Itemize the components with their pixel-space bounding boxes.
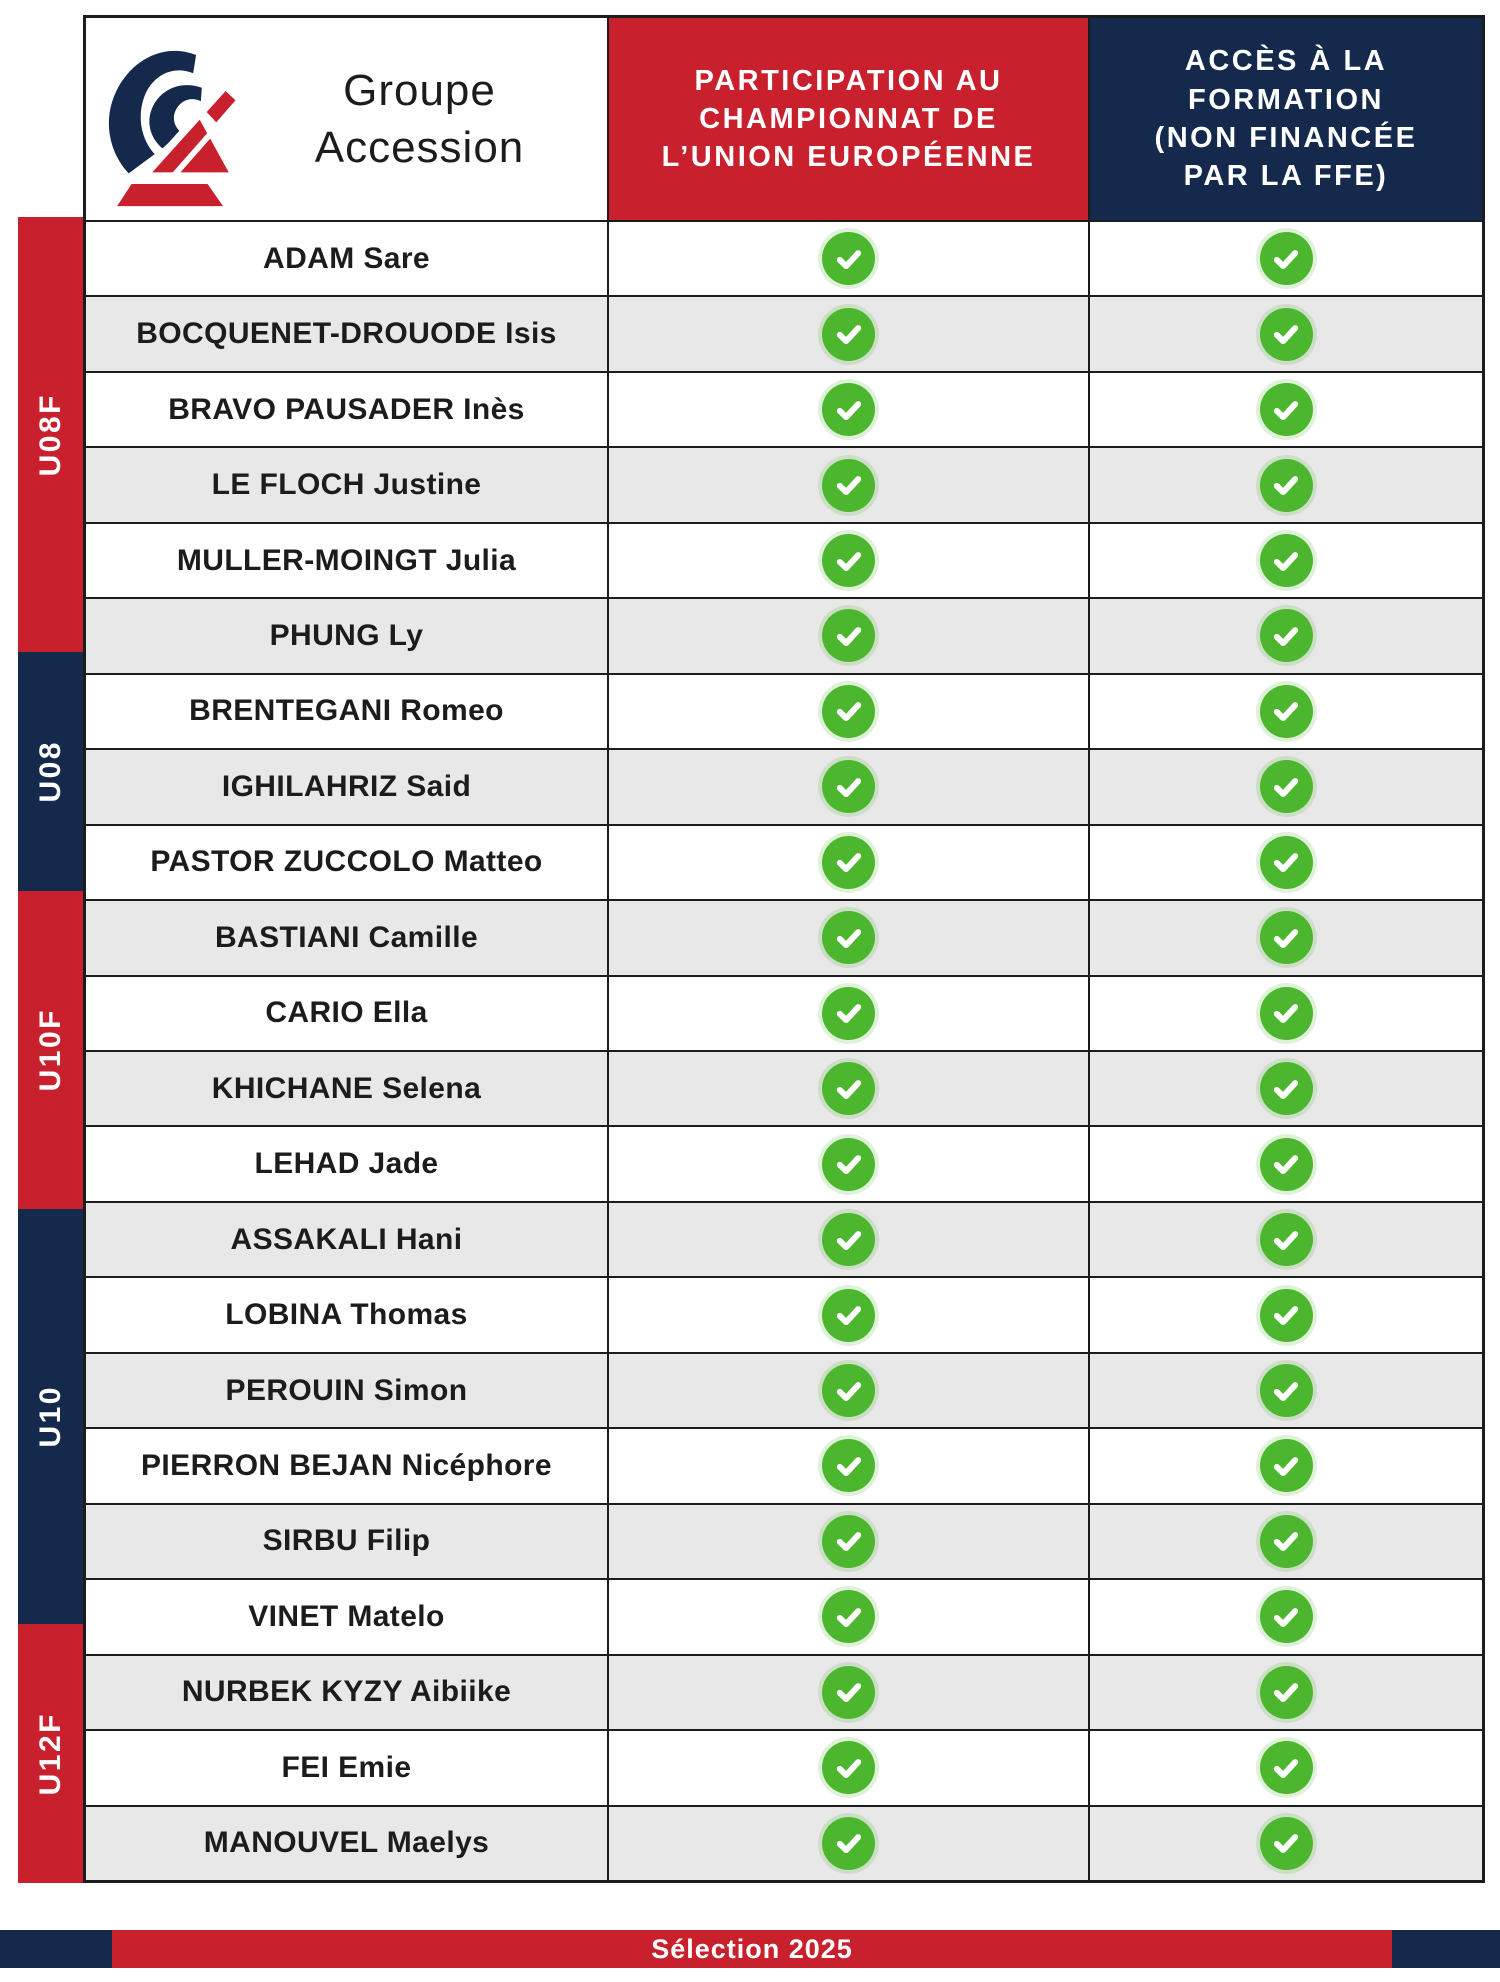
check-icon: [1260, 1062, 1313, 1115]
player-name: VINET Matelo: [86, 1580, 607, 1653]
check-icon: [1260, 1741, 1313, 1794]
check-icon: [1260, 911, 1313, 964]
brand-line2: Accession: [314, 123, 525, 172]
check-icon: [1260, 1289, 1313, 1342]
cell-formation: [1090, 1429, 1482, 1502]
group-band-u12f: [18, 1624, 83, 1883]
check-icon: [1260, 1515, 1313, 1568]
cell-formation: [1090, 826, 1482, 899]
chess-knight-logo-icon: [98, 30, 246, 208]
cell-formation: [1090, 1354, 1482, 1427]
cell-participation: [609, 222, 1088, 295]
check-icon: [1260, 1213, 1313, 1266]
check-icon: [822, 1364, 875, 1417]
cell-formation: [1090, 1278, 1482, 1351]
cell-participation: [609, 750, 1088, 823]
cell-formation: [1090, 448, 1482, 521]
cell-participation: [609, 524, 1088, 597]
cell-participation: [609, 1354, 1088, 1427]
cell-participation: [609, 1203, 1088, 1276]
cell-participation: [609, 901, 1088, 974]
check-icon: [822, 911, 875, 964]
player-name: CARIO Ella: [86, 977, 607, 1050]
cell-formation: [1090, 222, 1482, 295]
group-band-u08: [18, 652, 83, 891]
footer-label: Sélection 2025: [651, 1933, 853, 1964]
player-name: LE FLOCH Justine: [86, 448, 607, 521]
player-name: ADAM Sare: [86, 222, 607, 295]
player-name: BASTIANI Camille: [86, 901, 607, 974]
cell-participation: [609, 373, 1088, 446]
selection-table: [83, 15, 1485, 1883]
footer-red-bar: [112, 1930, 1392, 1968]
check-icon: [822, 534, 875, 587]
cell-participation: [609, 1429, 1088, 1502]
check-icon: [1260, 836, 1313, 889]
check-icon: [1260, 459, 1313, 512]
cell-formation: [1090, 1731, 1482, 1804]
player-name: ASSAKALI Hani: [86, 1203, 607, 1276]
group-label: U08: [33, 740, 67, 803]
age-group-sidebar: [18, 217, 83, 1883]
check-icon: [822, 232, 875, 285]
player-name: PIERRON BEJAN Nicéphore: [86, 1429, 607, 1502]
group-label: U08F: [33, 393, 67, 477]
cell-formation: [1090, 297, 1482, 370]
cell-formation: [1090, 1807, 1482, 1880]
check-icon: [822, 1741, 875, 1794]
cell-formation: [1090, 977, 1482, 1050]
cell-participation: [609, 1127, 1088, 1200]
check-icon: [1260, 534, 1313, 587]
player-name: PEROUIN Simon: [86, 1354, 607, 1427]
check-icon: [822, 1062, 875, 1115]
player-name: BRENTEGANI Romeo: [86, 675, 607, 748]
player-name: SIRBU Filip: [86, 1505, 607, 1578]
check-icon: [822, 1666, 875, 1719]
check-icon: [1260, 383, 1313, 436]
cell-participation: [609, 1656, 1088, 1729]
check-icon: [822, 1138, 875, 1191]
check-icon: [1260, 1138, 1313, 1191]
cell-formation: [1090, 901, 1482, 974]
cell-participation: [609, 1731, 1088, 1804]
check-icon: [1260, 232, 1313, 285]
check-icon: [822, 308, 875, 361]
check-icon: [822, 1289, 875, 1342]
cell-participation: [609, 599, 1088, 672]
check-icon: [1260, 760, 1313, 813]
column-header-formation: ACCÈS À LA FORMATION (NON FINANCÉE PAR LA FFE): [1090, 18, 1482, 220]
cell-participation: [609, 1052, 1088, 1125]
check-icon: [1260, 1364, 1313, 1417]
player-name: KHICHANE Selena: [86, 1052, 607, 1125]
cell-formation: [1090, 599, 1482, 672]
check-icon: [1260, 609, 1313, 662]
brand-title: [246, 62, 607, 176]
cell-formation: [1090, 524, 1482, 597]
check-icon: [1260, 987, 1313, 1040]
cell-participation: [609, 675, 1088, 748]
group-band-u08f: [18, 217, 83, 652]
check-icon: [822, 1515, 875, 1568]
group-band-u10f: [18, 891, 83, 1209]
check-icon: [822, 685, 875, 738]
player-name: LOBINA Thomas: [86, 1278, 607, 1351]
check-icon: [822, 459, 875, 512]
cell-formation: [1090, 675, 1482, 748]
check-icon: [822, 1439, 875, 1492]
cell-formation: [1090, 373, 1482, 446]
cell-participation: [609, 1580, 1088, 1653]
cell-formation: [1090, 1203, 1482, 1276]
group-label: U12F: [33, 1711, 67, 1795]
check-icon: [822, 760, 875, 813]
player-name: NURBEK KYZY Aibiike: [86, 1656, 607, 1729]
check-icon: [822, 987, 875, 1040]
check-icon: [822, 1817, 875, 1870]
check-icon: [1260, 1817, 1313, 1870]
check-icon: [1260, 1666, 1313, 1719]
cell-formation: [1090, 750, 1482, 823]
check-icon: [822, 383, 875, 436]
player-name: LEHAD Jade: [86, 1127, 607, 1200]
player-name: IGHILAHRIZ Said: [86, 750, 607, 823]
player-name: MANOUVEL Maelys: [86, 1807, 607, 1880]
cell-participation: [609, 826, 1088, 899]
check-icon: [822, 836, 875, 889]
player-name: MULLER-MOINGT Julia: [86, 524, 607, 597]
cell-formation: [1090, 1127, 1482, 1200]
cell-participation: [609, 977, 1088, 1050]
cell-participation: [609, 448, 1088, 521]
brand-line1: Groupe: [343, 65, 496, 115]
player-name: PASTOR ZUCCOLO Matteo: [86, 826, 607, 899]
check-icon: [1260, 685, 1313, 738]
cell-participation: [609, 1807, 1088, 1880]
player-name: BRAVO PAUSADER Inès: [86, 373, 607, 446]
check-icon: [822, 1590, 875, 1643]
cell-formation: [1090, 1052, 1482, 1125]
player-name: PHUNG Ly: [86, 599, 607, 672]
cell-participation: [609, 297, 1088, 370]
cell-formation: [1090, 1580, 1482, 1653]
column-header-participation: PARTICIPATION AU CHAMPIONNAT DE L’UNION EUROPÉENNE: [609, 18, 1088, 220]
group-label: U10: [33, 1385, 67, 1448]
check-icon: [1260, 1590, 1313, 1643]
brand-header-cell: [86, 18, 607, 220]
footer-bar: [0, 1930, 1500, 1968]
player-name: BOCQUENET-DROUODE Isis: [86, 297, 607, 370]
check-icon: [1260, 308, 1313, 361]
player-name: FEI Emie: [86, 1731, 607, 1804]
cell-participation: [609, 1505, 1088, 1578]
check-icon: [822, 1213, 875, 1266]
group-band-u10: [18, 1209, 83, 1624]
group-label: U10F: [33, 1008, 67, 1092]
check-icon: [822, 609, 875, 662]
check-icon: [1260, 1439, 1313, 1492]
cell-participation: [609, 1278, 1088, 1351]
cell-formation: [1090, 1656, 1482, 1729]
cell-formation: [1090, 1505, 1482, 1578]
